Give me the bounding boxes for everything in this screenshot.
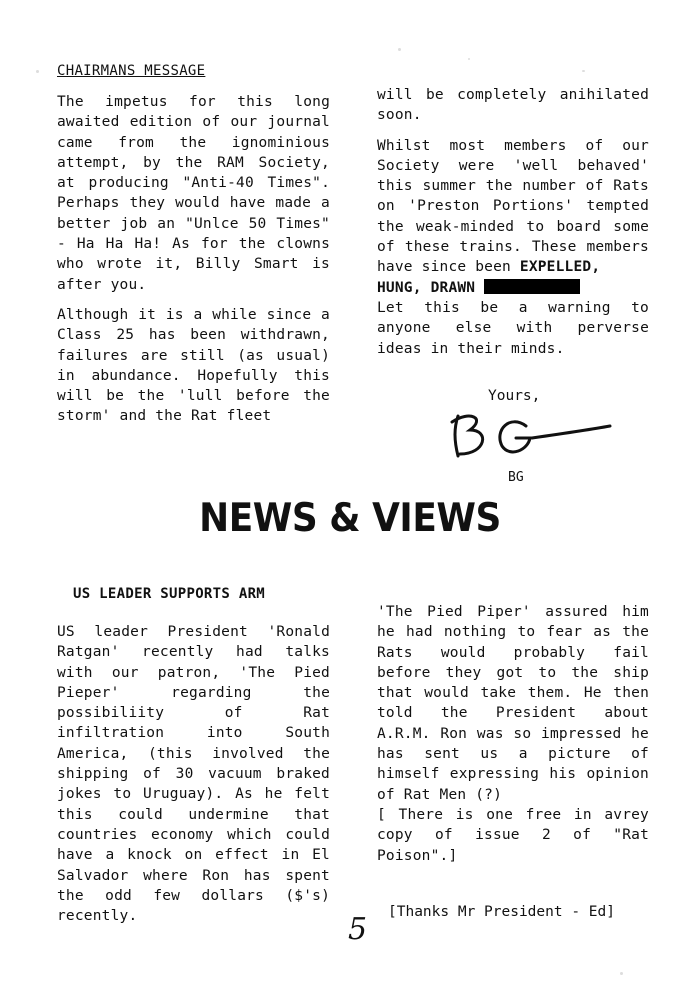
copy-speck (582, 70, 585, 72)
news-right-column (377, 602, 649, 876)
copy-speck (468, 58, 470, 60)
expelled-text: EXPELLED, (519, 259, 601, 276)
chairman-paragraph-4 (377, 136, 649, 298)
news-left-text: US leader President 'Ronald Ratgan' recently had talks with our patron, 'The Pied Pieper' regarding the possibiliity of Rat infiltration into South America, (this involved the shipping of 30 vacuum braked jokes to Uruguay). As he felt this could undermine that countries economy which could have a knock on effect in El Salvador where Ron has spent the odd few dollars ($'s) recently. (57, 624, 330, 925)
page-number: 5 (348, 912, 368, 947)
chairman-paragraph-3: will be completely anihilated soon. (377, 87, 649, 124)
copy-speck (620, 972, 623, 975)
chairman-paragraph-2: Although it is a while since a Class 25 has been withdrawn, failures are still (as usual) in abundance. Hopefully this will be the 'lull before the storm' and the Rat fleet (57, 306, 330, 425)
news-left-column (57, 622, 330, 936)
editor-note: [Thanks Mr President - Ed] (388, 904, 615, 920)
signature (440, 408, 620, 464)
news-views-banner: NEWS & VIEWS (199, 496, 501, 541)
chairman-right-column (377, 85, 649, 369)
news-right-text: 'The Pied Piper' assured him he had nothing to fear as the Rats would probably fail before they got to the ship that would take them. He then told the President about A.R.M. Ron was so impressed he has sent us a picture of himself expressing his opinion of Rat Men (?) (377, 604, 649, 803)
chairman-paragraph-1: The impetus for this long awaited edition of our journal came from the ignominious attempt, by the RAM Society, at producing "Anti-40 Times". Perhaps they would have made a better job an "Unlce 50 Times" - Ha Ha Ha! As for the clowns who wrote it, Billy Smart is after you. (57, 94, 330, 293)
bracket-note: [ There is one free in avrey copy of issue 2 of "Rat Poison".] (377, 806, 649, 864)
warning-text: Let this be a warning to anyone else with perverse ideas in their minds. (377, 299, 649, 357)
redaction-bar (484, 279, 580, 294)
signature-initials: BG (508, 470, 524, 485)
copy-speck (398, 48, 401, 51)
copy-speck (36, 70, 39, 73)
chairman-paragraph-4-text: Whilst most members of our Society were 'well behaved' this summer the number of Rats on 'Preston Portions' tempted the weak-minded to board some of these trains. These members have since been (377, 137, 649, 276)
chairmans-message-heading: CHAIRMANS MESSAGE (57, 63, 206, 79)
us-leader-headline: US LEADER SUPPORTS ARM (73, 586, 266, 602)
chairman-left-column (57, 92, 330, 437)
sign-off: Yours, (488, 388, 541, 404)
hung-drawn-text: HUNG, DRAWN (377, 279, 476, 296)
